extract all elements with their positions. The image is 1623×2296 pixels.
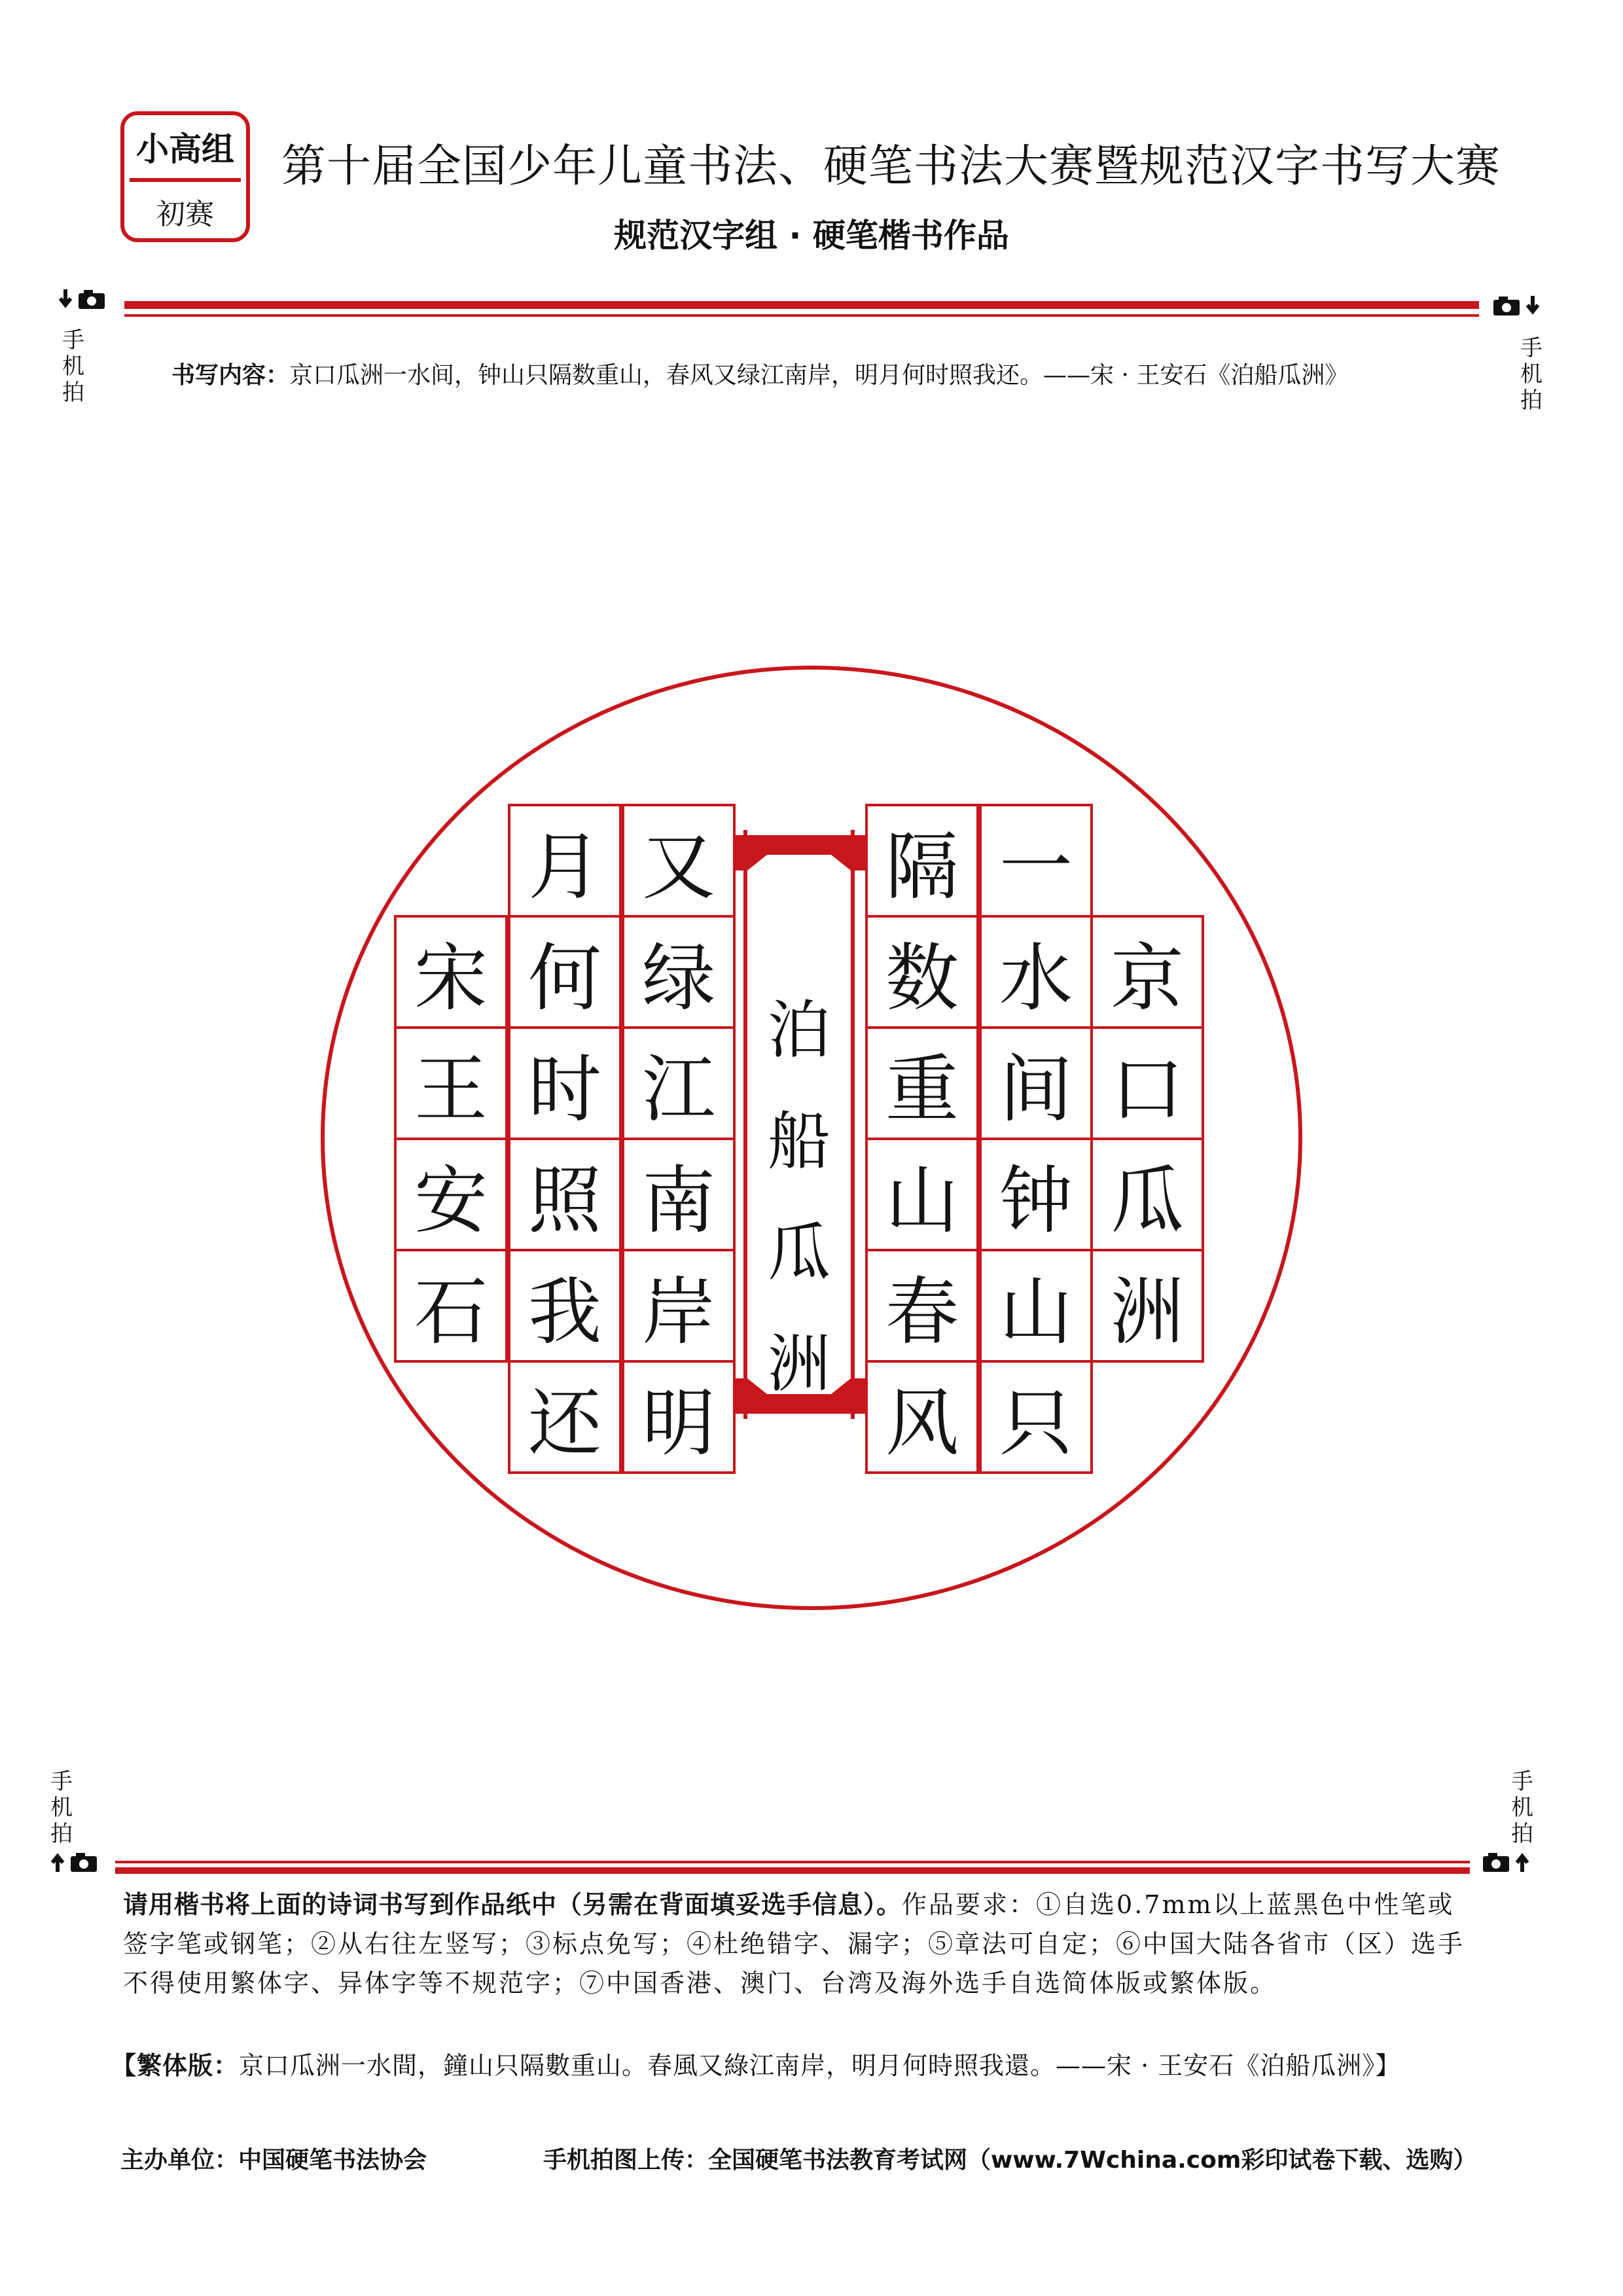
organizer: 主办单位：中国硬笔书法协会 [120,2147,427,2174]
grid-cell: 又 [622,804,736,918]
grid-cell: 钟 [979,1138,1093,1251]
grid-cell: 何 [508,915,622,1029]
title-scroll [733,830,865,1419]
grid-cell: 江 [622,1026,736,1140]
calligraphy-grid [394,804,1202,1471]
grid-cell: 水 [979,915,1093,1029]
grid-cell: 石 [394,1249,508,1363]
page-subtitle: 规范汉字组 · 硬笔楷书作品 [614,217,1009,255]
page-title: 第十届全国少年儿童书法、硬笔书法大赛暨规范汉字书写大赛 [281,141,1501,192]
grid-cell: 间 [979,1026,1093,1140]
camera-icon [50,1851,102,1874]
requirements [123,1885,1465,2003]
scroll-top-cap [733,830,865,876]
grid-cell: 宋 [394,915,508,1029]
grid-cell: 安 [394,1138,508,1251]
grid-cell: 照 [508,1138,622,1251]
grid-cell: 京 [1090,915,1204,1029]
photo-marker-right: 手机拍 [1520,335,1543,414]
camera-icon [1491,295,1543,318]
grid-cell: 只 [979,1360,1093,1474]
scroll-title-char: 船 [768,1105,830,1178]
footer-rule [115,1861,1470,1874]
camera-marker-bottom-right [1480,1851,1533,1880]
writing-content-text: 京口瓜洲一水间，钟山只隔数重山，春风又绿江南岸，明月何时照我还。——宋 · 王安石《泊船瓜洲》 [289,362,1349,389]
grid-cell: 月 [508,804,622,918]
grid-cell: 山 [979,1249,1093,1363]
traditional-version [111,2045,1400,2081]
requirements-lead: 请用楷书将上面的诗词书写到作品纸中（另需在背面填妥选手信息）。 [123,1890,902,1919]
grid-cell: 隔 [865,804,979,918]
traditional-text: 京口瓜洲一水間，鐘山只隔數重山。春風又綠江南岸，明月何時照我還。——宋 · 王安石《泊船瓜洲》】 [239,2051,1401,2080]
grid-cell: 绿 [622,915,736,1029]
grid-cell: 还 [508,1360,622,1474]
scroll-title-char: 泊 [768,994,830,1067]
photo-marker-bottom-left: 手机拍 [50,1768,73,1847]
grid-cell: 口 [1090,1026,1204,1140]
scroll-title-char: 洲 [768,1327,830,1401]
camera-icon [58,288,110,312]
grid-cell: 重 [865,1026,979,1140]
writing-content [171,357,1348,390]
grid-cell: 洲 [1090,1249,1204,1363]
grid-cell: 南 [622,1138,736,1251]
scroll-title-char: 瓜 [768,1216,830,1289]
grid-cell: 山 [865,1138,979,1251]
grid-cell: 瓜 [1090,1138,1204,1251]
traditional-label: 【繁体版： [111,2051,240,2080]
grid-cell: 岸 [622,1249,736,1363]
grid-cell: 王 [394,1026,508,1140]
grid-cell: 数 [865,915,979,1029]
grid-cell: 明 [622,1360,736,1474]
photo-marker-left: 手机拍 [62,327,84,406]
grid-cell: 时 [508,1026,622,1140]
badge-group: 小高组 [136,130,234,168]
camera-marker-top-right [1491,295,1543,323]
camera-marker-bottom-left [50,1851,102,1880]
requirements-body: 作品要求：①自选0.7mm以上蓝黑色中性笔或签字笔或钢笔；②从右往左竖写；③标点免写；④杜绝错字、漏字；⑤章法可自定；⑥中国大陆各省市（区）选手不得使用繁体字、异体字等不规范字；⑦中国香港、澳门、台湾及海外选手自选简体版或繁体版。 [123,1890,1465,1998]
camera-marker-top-left [58,288,110,317]
upload-info: 手机拍图上传：全国硬笔书法教育考试网（www.7Wchina.com彩印试卷下载、选购） [543,2147,1477,2174]
grid-cell: 风 [865,1360,979,1474]
header-rule [124,301,1479,317]
camera-icon [1480,1851,1533,1874]
writing-content-label: 书写内容： [171,362,290,389]
photo-marker-bottom-right: 手机拍 [1511,1768,1533,1847]
grid-cell: 一 [979,804,1093,918]
grid-cell: 我 [508,1249,622,1363]
grid-cell: 春 [865,1249,979,1363]
badge-stage: 初赛 [156,198,214,231]
